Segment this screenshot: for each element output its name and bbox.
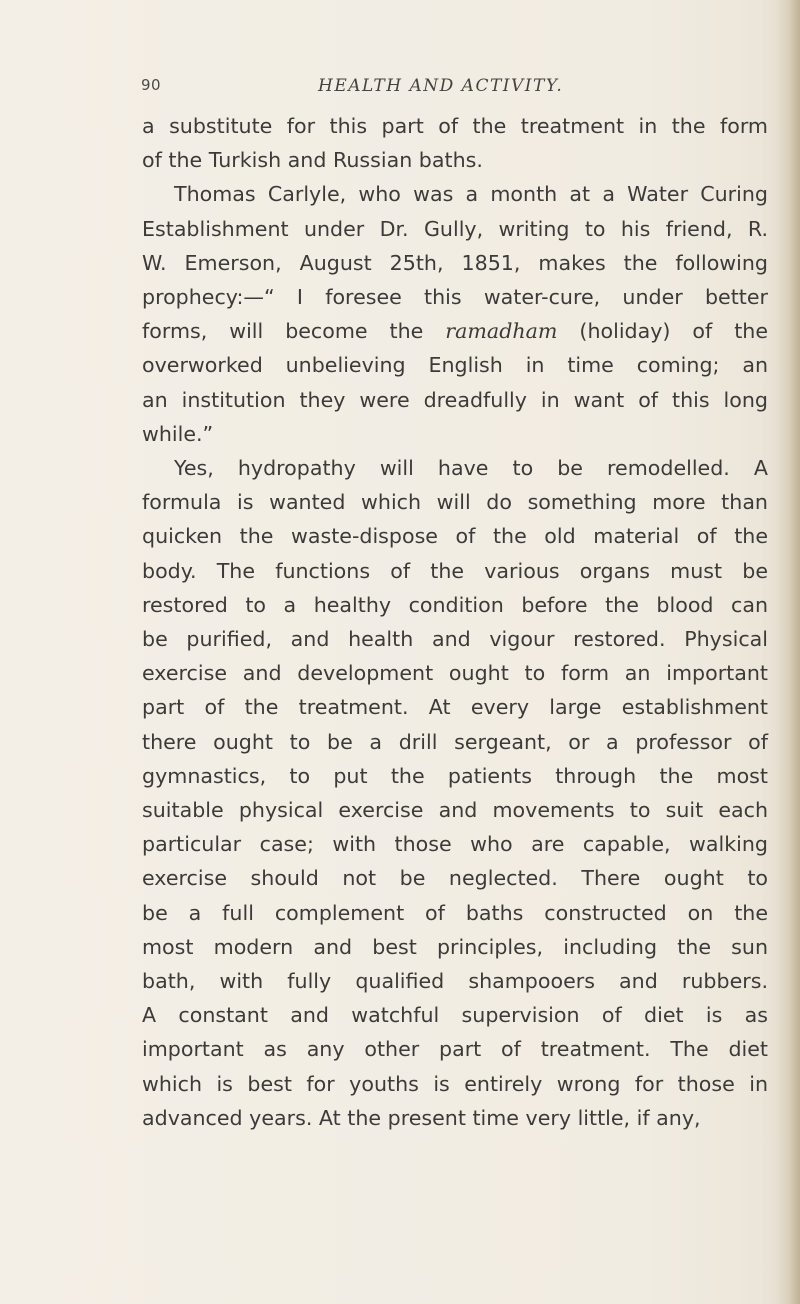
text-line: advanced years. At the present time very little, if any, xyxy=(142,1105,701,1130)
text-line xyxy=(142,314,768,348)
text-line: which is best for youths is entirely wrong for those in xyxy=(142,1071,768,1096)
text-line: be purified, and health and vigour restored. Physical xyxy=(142,627,768,652)
text-line: while.” xyxy=(142,421,214,446)
text-line: Establishment under Dr. Gully, writing to his friend, R. xyxy=(142,216,768,241)
text-line: W. Emerson, August 25th, 1851, makes the following xyxy=(142,250,768,275)
text-line: suitable physical exercise and movements to suit each xyxy=(142,798,768,823)
running-head xyxy=(0,76,800,106)
text-line: important as any other part of treatment. The diet xyxy=(142,1037,768,1062)
text-line: formula is wanted which will do something more than xyxy=(142,490,768,515)
page-number: 90 xyxy=(141,76,162,94)
text-line: particular case; with those who are capable, walking xyxy=(142,832,768,857)
text-line: prophecy:—“ I foresee this water-cure, under better xyxy=(142,285,768,310)
text-line: body. The functions of the various organs must be xyxy=(142,558,768,583)
text-line: A constant and watchful supervision of diet is as xyxy=(142,1003,768,1028)
text-line: overworked unbelieving English in time coming; an xyxy=(142,353,768,378)
text-line: restored to a healthy condition before the blood can xyxy=(142,592,768,617)
body-text xyxy=(142,109,768,1135)
italic-term: ramadham xyxy=(445,319,558,344)
text-run: forms, will become the xyxy=(142,319,446,344)
text-line: exercise and development ought to form an important xyxy=(142,661,768,686)
text-line: Yes, hydropathy will have to be remodelled. A xyxy=(174,456,768,481)
text-line: part of the treatment. At every large establishment xyxy=(142,695,768,720)
text-line: be a full complement of baths constructed on the xyxy=(142,900,768,925)
text-line: most modern and best principles, including the sun xyxy=(142,934,768,959)
text-line: of the Turkish and Russian baths. xyxy=(142,148,483,173)
text-line: Thomas Carlyle, who was a month at a Water Curing xyxy=(174,182,768,207)
text-line: there ought to be a drill sergeant, or a professor of xyxy=(142,729,768,754)
text-line: a substitute for this part of the treatment in the form xyxy=(142,114,768,138)
text-line: quicken the waste-dispose of the old material of the xyxy=(142,524,768,549)
text-line: exercise should not be neglected. There ought to xyxy=(142,866,768,891)
running-title: HEALTH AND ACTIVITY. xyxy=(318,76,564,96)
text-line: gymnastics, to put the patients through the most xyxy=(142,763,768,788)
text-line: an institution they were dreadfully in want of this long xyxy=(142,387,768,412)
page-edge-shadow xyxy=(776,0,800,1304)
text-run: (holiday) of the xyxy=(557,319,768,344)
text-line: bath, with fully qualified shampooers and rubbers. xyxy=(142,969,768,994)
